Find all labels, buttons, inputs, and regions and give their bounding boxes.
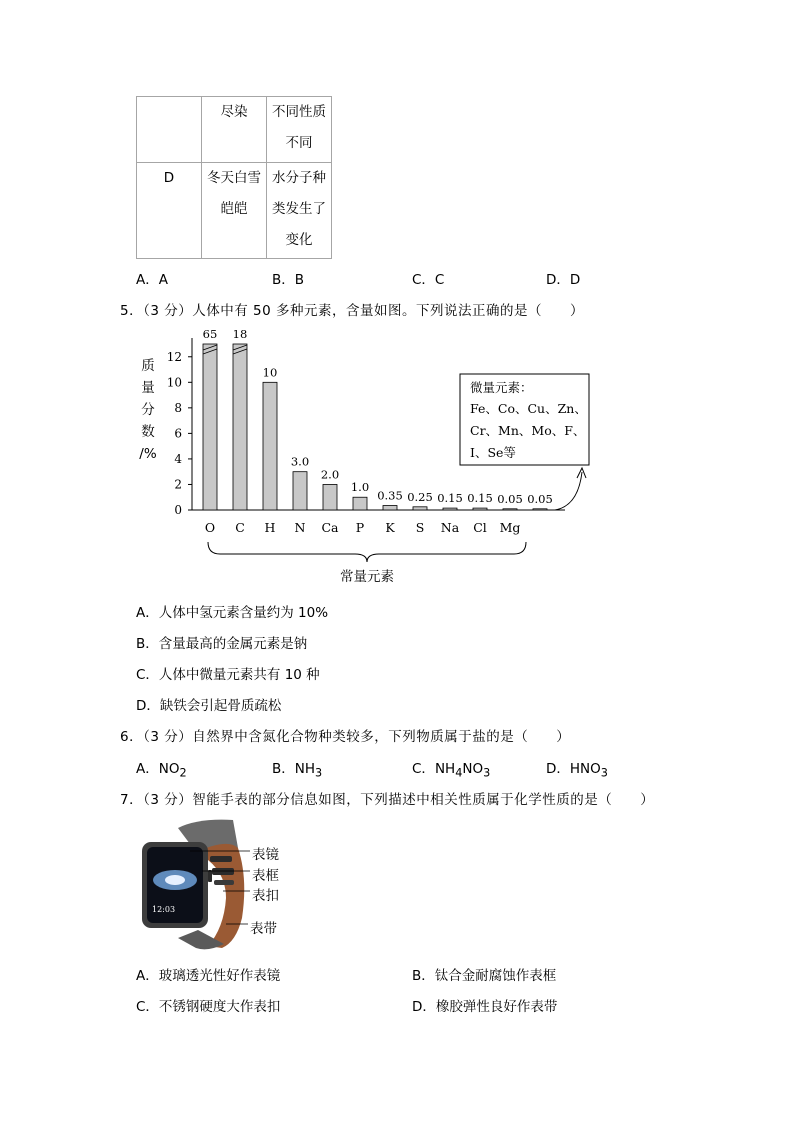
- formula: NO: [158, 761, 180, 777]
- formula-subscript: 3: [315, 766, 323, 780]
- bar: [203, 344, 217, 510]
- q4-option-b[interactable]: B．B: [272, 272, 305, 288]
- q5-option-b[interactable]: B．含量最高的金属元素是钠: [136, 636, 308, 652]
- x-tick-label: Mg: [499, 520, 521, 535]
- table-cell: [137, 97, 202, 163]
- y-axis-label-char: /%: [139, 446, 157, 462]
- option-letter: C．: [412, 761, 435, 777]
- q7-option-b[interactable]: B．钛合金耐腐蚀作表框: [412, 968, 557, 984]
- bar-value-label: 0.05: [527, 491, 553, 506]
- group-brace: [208, 542, 526, 562]
- table-cell: D: [137, 163, 202, 259]
- label-watch-glass: 表镜: [252, 847, 279, 863]
- option-letter: B．: [272, 761, 295, 777]
- y-axis-label-char: 分: [141, 402, 155, 418]
- q6-option-c[interactable]: [412, 757, 490, 780]
- bar-value-label: 0.15: [437, 491, 463, 506]
- bar-value-label: 0.15: [467, 491, 493, 506]
- formula-subscript: 3: [600, 766, 608, 780]
- formula-subscript: 3: [483, 766, 491, 780]
- q7-option-c[interactable]: C．不锈钢硬度大作表扣: [136, 999, 281, 1015]
- x-tick-label: P: [355, 520, 365, 535]
- bar-value-label: 1.0: [350, 480, 370, 495]
- bar-value-label: 0.05: [497, 491, 523, 506]
- y-axis-label-char: 数: [141, 424, 155, 440]
- question-4-table: [136, 96, 332, 259]
- q5-option-c[interactable]: C．人体中微量元素共有 10 种: [136, 667, 320, 683]
- q5-stem: 5．（3 分）人体中有 50 多种元素，含量如图。下列说法正确的是（ ）: [120, 303, 584, 319]
- trace-box-line: I、Se等: [470, 445, 516, 460]
- formula: NH: [434, 761, 456, 777]
- bar: [233, 344, 247, 510]
- arrow-to-trace-box: [555, 472, 582, 510]
- y-tick-label: 2: [174, 477, 182, 492]
- trace-box-title: 微量元素：: [470, 380, 533, 395]
- x-tick-label: C: [235, 520, 245, 535]
- bar: [293, 472, 307, 510]
- bar: [533, 509, 547, 510]
- group-label: 常量元素: [340, 569, 394, 585]
- x-tick-label: K: [385, 520, 395, 535]
- y-tick-label: 4: [174, 451, 182, 466]
- q5-option-a[interactable]: A．人体中氢元素含量约为 10%: [136, 605, 329, 621]
- table-cell: 尽染: [202, 97, 267, 163]
- buckle-icon: [212, 868, 234, 875]
- bar-value-label: 2.0: [320, 467, 340, 482]
- x-tick-label: Na: [440, 520, 460, 535]
- q7-stem: 7．（3 分）智能手表的部分信息如图，下列描述中相关性质属于化学性质的是（ ）: [120, 792, 655, 808]
- x-tick-label: S: [415, 520, 425, 535]
- option-letter: D．: [546, 761, 570, 777]
- label-watch-frame: 表框: [252, 868, 279, 884]
- formula: NO: [462, 761, 484, 777]
- trace-box-line: Fe、Co、Cu、Zn、: [470, 401, 587, 416]
- formula: NH: [294, 761, 316, 777]
- bar: [353, 497, 367, 510]
- bar-value-label: 3.0: [290, 454, 310, 469]
- bar: [443, 508, 457, 510]
- bar-value-label: 18: [232, 330, 248, 341]
- q6-option-b[interactable]: [272, 757, 322, 780]
- bar: [413, 507, 427, 510]
- x-tick-label: Ca: [321, 520, 339, 535]
- formula-subscript: 2: [179, 766, 187, 780]
- q7-option-d[interactable]: D．橡胶弹性良好作表带: [412, 999, 558, 1015]
- bar: [503, 509, 517, 510]
- q5-option-d[interactable]: D．缺铁会引起骨质疏松: [136, 698, 282, 714]
- q4-option-d[interactable]: D．D: [546, 272, 581, 288]
- watch-time-text: 12:03: [152, 905, 176, 914]
- y-tick-label: 10: [166, 375, 182, 390]
- bar: [323, 484, 337, 510]
- trace-box-line: Cr、Mn、Mo、F、: [470, 423, 586, 438]
- bar-value-label: 65: [202, 330, 218, 341]
- option-letter: A．: [136, 761, 159, 777]
- label-watch-buckle: 表扣: [252, 888, 279, 904]
- element-content-chart: [130, 330, 610, 590]
- q4-option-a[interactable]: A．A: [136, 272, 168, 288]
- y-axis-label-char: 质: [141, 358, 155, 374]
- x-tick-label: H: [264, 520, 276, 535]
- y-tick-label: 8: [174, 400, 182, 415]
- label-watch-strap: 表带: [250, 921, 277, 937]
- formula-subscript: 4: [455, 766, 463, 780]
- q6-option-d[interactable]: [546, 757, 608, 780]
- y-tick-label: 0: [174, 503, 182, 517]
- q6-stem: 6．（3 分）自然界中含氮化合物种类较多，下列物质属于盐的是（ ）: [120, 729, 571, 745]
- crown-icon: [208, 870, 212, 882]
- y-axis-label: [139, 358, 157, 462]
- y-tick-label: 6: [174, 426, 182, 441]
- bar-value-label: 10: [262, 365, 278, 380]
- x-tick-label: O: [204, 520, 216, 535]
- y-axis-label-char: 量: [141, 380, 155, 396]
- buckle-icon: [210, 856, 232, 862]
- y-tick-label: 12: [166, 349, 182, 364]
- x-tick-label: Cl: [473, 520, 487, 535]
- screen-wallpaper-icon: [165, 875, 185, 885]
- bar: [263, 382, 277, 510]
- q4-option-c[interactable]: C．C: [412, 272, 445, 288]
- bar: [473, 508, 487, 510]
- bar-value-label: 0.25: [407, 489, 433, 504]
- q7-option-a[interactable]: A．玻璃透光性好作表镜: [136, 968, 281, 984]
- x-tick-label: N: [294, 520, 306, 535]
- table-cell: 不同性质 不同: [267, 97, 332, 163]
- table-cell: 水分子种 类发生了 变化: [267, 163, 332, 259]
- bar: [383, 506, 397, 510]
- bar-value-label: 0.35: [377, 488, 403, 503]
- formula: HNO: [569, 761, 601, 777]
- q6-option-a[interactable]: [136, 757, 187, 780]
- buckle-icon: [214, 880, 234, 885]
- table-cell: 冬天白雪 皑皑: [202, 163, 267, 259]
